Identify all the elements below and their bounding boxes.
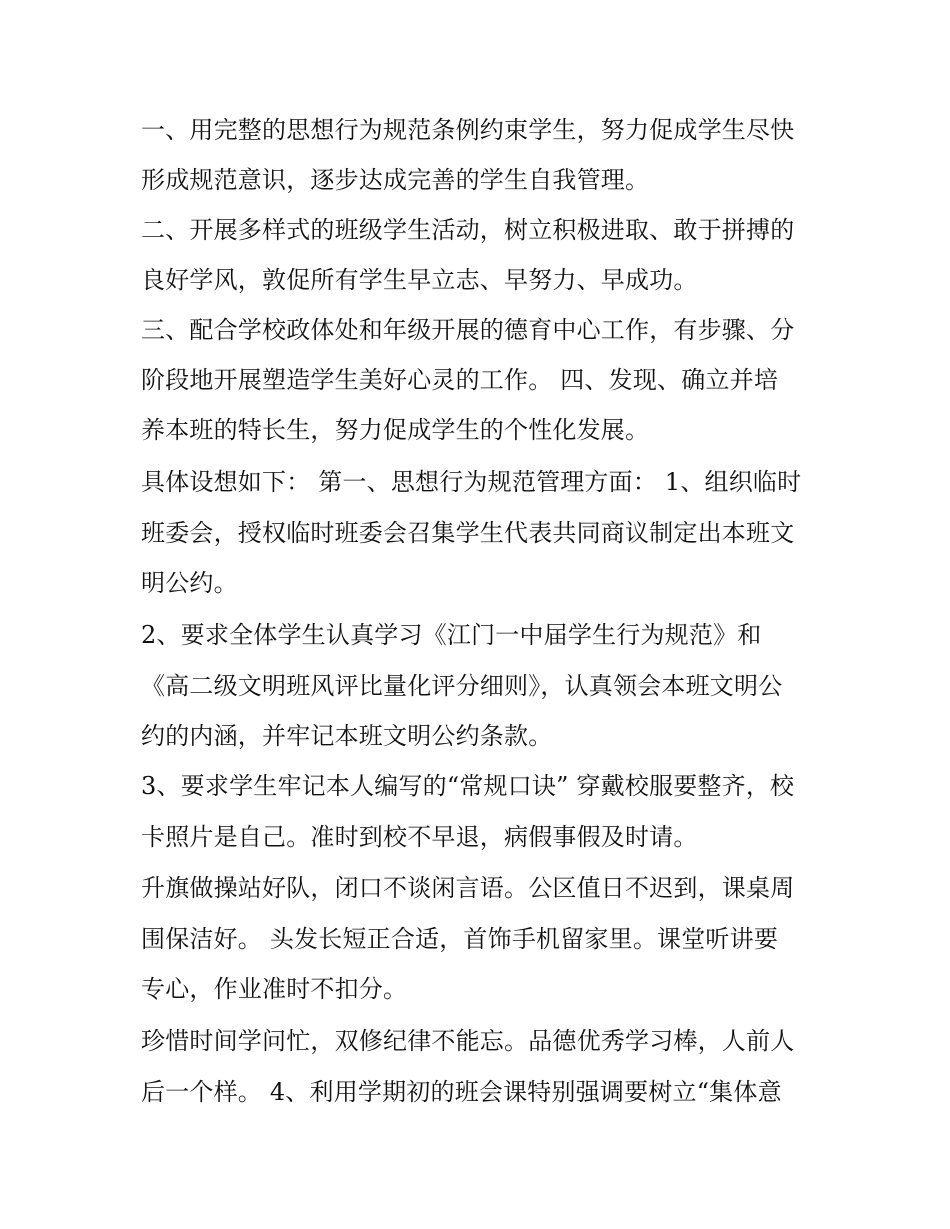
- text-line: 3、要求学生牢记本人编写的“常规口诀” 穿戴校服要整齐，校: [141, 772, 795, 800]
- text-line: 《高二级文明班风评比量化评分细则》，认真领会本班文明公: [141, 672, 783, 700]
- text-line: 班委会，授权临时班委会召集学生代表共同商议制定出本班文: [141, 519, 795, 547]
- text-line: 2、要求全体学生认真学习《江门一中届学生行为规范》和: [141, 621, 762, 649]
- text-line: 专心，作业准时不扣分。: [141, 975, 408, 1003]
- text-line: 卡照片是自己。准时到校不早退，病假事假及时请。: [141, 823, 698, 851]
- text-line: 阶段地开展塑造学生美好心灵的工作。 四、发现、确立并培: [141, 366, 779, 394]
- text-line: 形成规范意识，逐步达成完善的学生自我管理。: [141, 166, 650, 194]
- text-line: 升旗做操站好队，闭口不谈闲言语。公区值日不迟到，课桌周: [141, 874, 795, 902]
- text-line: 明公约。: [141, 569, 238, 597]
- text-line: 后一个样。 4、利用学期初的班会课特别强调要树立“集体意: [141, 1078, 782, 1106]
- text-line: 养本班的特长生，努力促成学生的个性化发展。: [141, 416, 650, 444]
- text-line: 约的内涵，并牢记本班文明公约条款。: [141, 722, 553, 750]
- text-line: 良好学风，敦促所有学生早立志、早努力、早成功。: [141, 266, 698, 294]
- text-line: 珍惜时间学问忙，双修纪律不能忘。品德优秀学习棒，人前人: [141, 1027, 795, 1055]
- text-line: 具体设想如下： 第一、思想行为规范管理方面： 1、组织临时: [141, 468, 802, 496]
- text-line: 二、开展多样式的班级学生活动，树立积极进取、敢于拼搏的: [141, 216, 795, 244]
- text-line: 一、用完整的思想行为规范条例约束学生，努力促成学生尽快: [141, 116, 795, 144]
- text-line: 三、配合学校政体处和年级开展的德育中心工作，有步骤、分: [141, 316, 795, 344]
- text-line: 围保洁好。 头发长短正合适，首饰手机留家里。课堂听讲要: [141, 925, 779, 953]
